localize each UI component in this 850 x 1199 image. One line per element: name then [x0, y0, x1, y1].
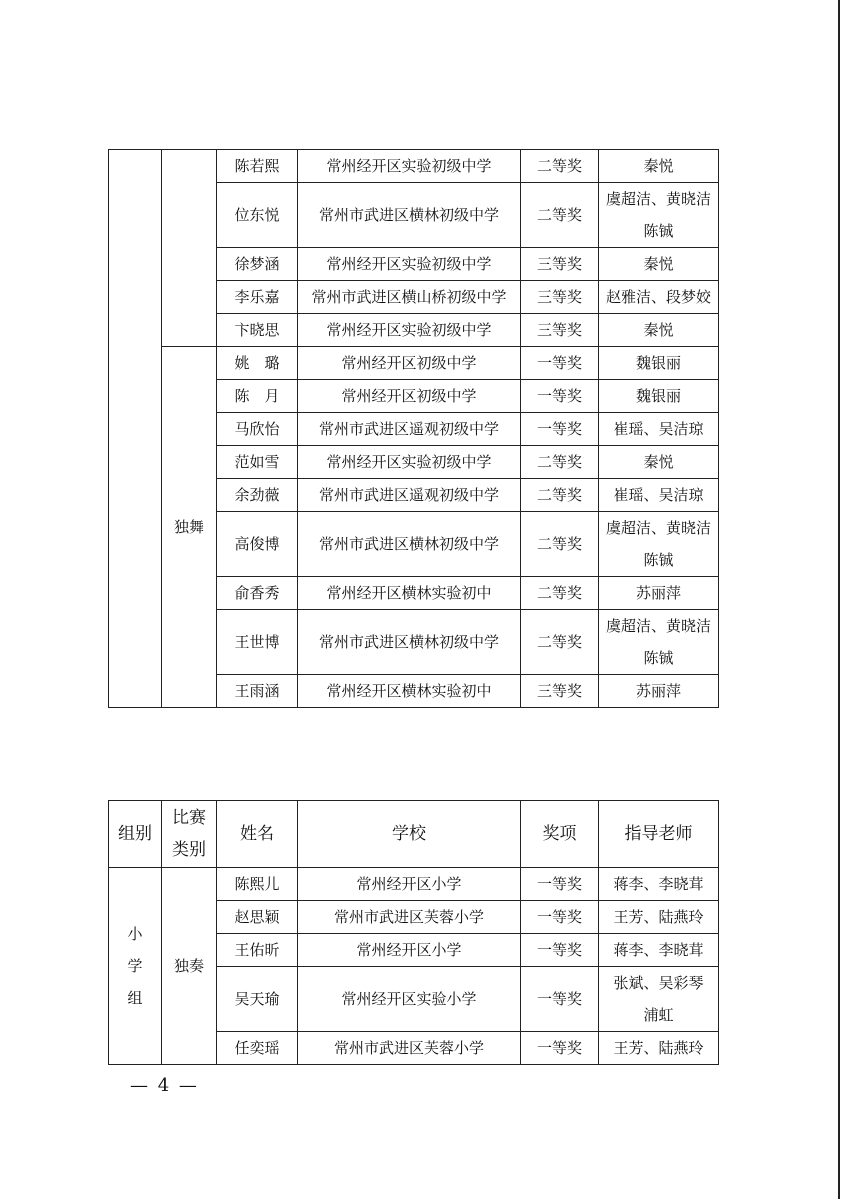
page-number: — 4 —: [130, 1075, 199, 1096]
award-level: 二等奖: [521, 610, 599, 675]
table-row: [109, 150, 719, 183]
student-name: 赵思颖: [217, 901, 298, 934]
teacher-names: 王芳、陆燕玲: [599, 1032, 719, 1065]
student-name: 徐梦涵: [217, 248, 298, 281]
school-name: 常州市武进区芙蓉小学: [298, 901, 521, 934]
award-level: 二等奖: [521, 183, 599, 248]
student-name: 吴天瑜: [217, 967, 298, 1032]
group-cell: [109, 150, 162, 708]
teacher-names: 王芳、陆燕玲: [599, 901, 719, 934]
teacher-line: 陈铖: [643, 649, 674, 667]
teacher-names: 秦悦: [599, 314, 719, 347]
teacher-names: 秦悦: [599, 150, 719, 183]
group-char: 小: [127, 925, 143, 943]
teacher-names: 魏银丽: [599, 347, 719, 380]
teacher-names: 崔瑶、吴洁琼: [599, 413, 719, 446]
school-name: 常州市武进区横林初级中学: [298, 610, 521, 675]
school-name: 常州市武进区芙蓉小学: [298, 1032, 521, 1065]
teacher-line: 虞超洁、黄晓洁: [605, 190, 711, 208]
award-level: 二等奖: [521, 512, 599, 577]
teacher-names: [599, 967, 719, 1032]
school-name: 常州经开区横林实验初中: [298, 675, 521, 708]
school-name: 常州市武进区遥观初级中学: [298, 413, 521, 446]
award-level: 三等奖: [521, 281, 599, 314]
teacher-names: 苏丽萍: [599, 577, 719, 610]
header-category: [162, 801, 217, 868]
table-header-row: [109, 801, 719, 868]
school-name: 常州经开区实验初级中学: [298, 446, 521, 479]
student-name: 陈 月: [217, 380, 298, 413]
teacher-names: 秦悦: [599, 248, 719, 281]
student-name: 李乐嘉: [217, 281, 298, 314]
school-name: 常州经开区实验初级中学: [298, 314, 521, 347]
teacher-names: 赵雅洁、段梦姣: [599, 281, 719, 314]
award-level: 一等奖: [521, 901, 599, 934]
student-name: 陈若熙: [217, 150, 298, 183]
student-name: 王世博: [217, 610, 298, 675]
school-name: 常州经开区小学: [298, 934, 521, 967]
student-name: 范如雪: [217, 446, 298, 479]
student-name: 陈熙儿: [217, 868, 298, 901]
award-level: 一等奖: [521, 868, 599, 901]
category-cell: [162, 150, 217, 347]
teacher-names: 崔瑶、吴洁琼: [599, 479, 719, 512]
student-name: 姚 璐: [217, 347, 298, 380]
header-award: 奖项: [521, 801, 599, 868]
table-row: [109, 347, 719, 380]
teacher-names: 苏丽萍: [599, 675, 719, 708]
award-level: 一等奖: [521, 967, 599, 1032]
student-name: 王佑昕: [217, 934, 298, 967]
award-level: 一等奖: [521, 1032, 599, 1065]
award-level: 二等奖: [521, 479, 599, 512]
teacher-names: 秦悦: [599, 446, 719, 479]
award-level: 二等奖: [521, 446, 599, 479]
table-row: [109, 868, 719, 901]
student-name: 俞香秀: [217, 577, 298, 610]
school-name: 常州市武进区横林初级中学: [298, 183, 521, 248]
category-cell: 独奏: [162, 868, 217, 1065]
school-name: 常州市武进区横山桥初级中学: [298, 281, 521, 314]
award-level: 一等奖: [521, 380, 599, 413]
student-name: 任奕瑶: [217, 1032, 298, 1065]
teacher-names: [599, 512, 719, 577]
award-level: 三等奖: [521, 314, 599, 347]
header-school: 学校: [298, 801, 521, 868]
teacher-line: 浦虹: [643, 1006, 674, 1024]
award-level: 三等奖: [521, 248, 599, 281]
page-edge-line: [838, 0, 840, 1199]
teacher-names: 蒋李、李晓茸: [599, 868, 719, 901]
school-name: 常州经开区横林实验初中: [298, 577, 521, 610]
teacher-names: 魏银丽: [599, 380, 719, 413]
teacher-line: 陈铖: [643, 222, 674, 240]
award-level: 三等奖: [521, 675, 599, 708]
school-name: 常州经开区初级中学: [298, 347, 521, 380]
header-category-line1: 比赛: [172, 808, 206, 828]
award-level: 二等奖: [521, 577, 599, 610]
teacher-names: [599, 183, 719, 248]
school-name: 常州市武进区横林初级中学: [298, 512, 521, 577]
school-name: 常州经开区小学: [298, 868, 521, 901]
group-char: 组: [127, 989, 143, 1007]
award-level: 一等奖: [521, 934, 599, 967]
school-name: 常州市武进区遥观初级中学: [298, 479, 521, 512]
student-name: 位东悦: [217, 183, 298, 248]
student-name: 王雨涵: [217, 675, 298, 708]
school-name: 常州经开区实验小学: [298, 967, 521, 1032]
header-group: 组别: [109, 801, 162, 868]
teacher-line: 张斌、吴彩琴: [613, 974, 704, 992]
teacher-line: 陈铖: [643, 551, 674, 569]
header-category-line2: 类别: [172, 840, 206, 860]
header-teacher: 指导老师: [599, 801, 719, 868]
group-char: 学: [127, 957, 143, 975]
school-name: 常州经开区初级中学: [298, 380, 521, 413]
award-level: 二等奖: [521, 150, 599, 183]
teacher-line: 虞超洁、黄晓洁: [605, 519, 711, 537]
teacher-line: 虞超洁、黄晓洁: [605, 617, 711, 635]
award-level: 一等奖: [521, 413, 599, 446]
awards-table-primary-school: [108, 800, 719, 1065]
student-name: 余劲薇: [217, 479, 298, 512]
student-name: 高俊博: [217, 512, 298, 577]
header-name: 姓名: [217, 801, 298, 868]
school-name: 常州经开区实验初级中学: [298, 150, 521, 183]
category-cell: 独舞: [162, 347, 217, 708]
school-name: 常州经开区实验初级中学: [298, 248, 521, 281]
group-cell: [109, 868, 162, 1065]
awards-table-middle-school: [108, 149, 719, 708]
teacher-names: [599, 610, 719, 675]
teacher-names: 蒋李、李晓茸: [599, 934, 719, 967]
student-name: 马欣怡: [217, 413, 298, 446]
award-level: 一等奖: [521, 347, 599, 380]
student-name: 卞晓思: [217, 314, 298, 347]
